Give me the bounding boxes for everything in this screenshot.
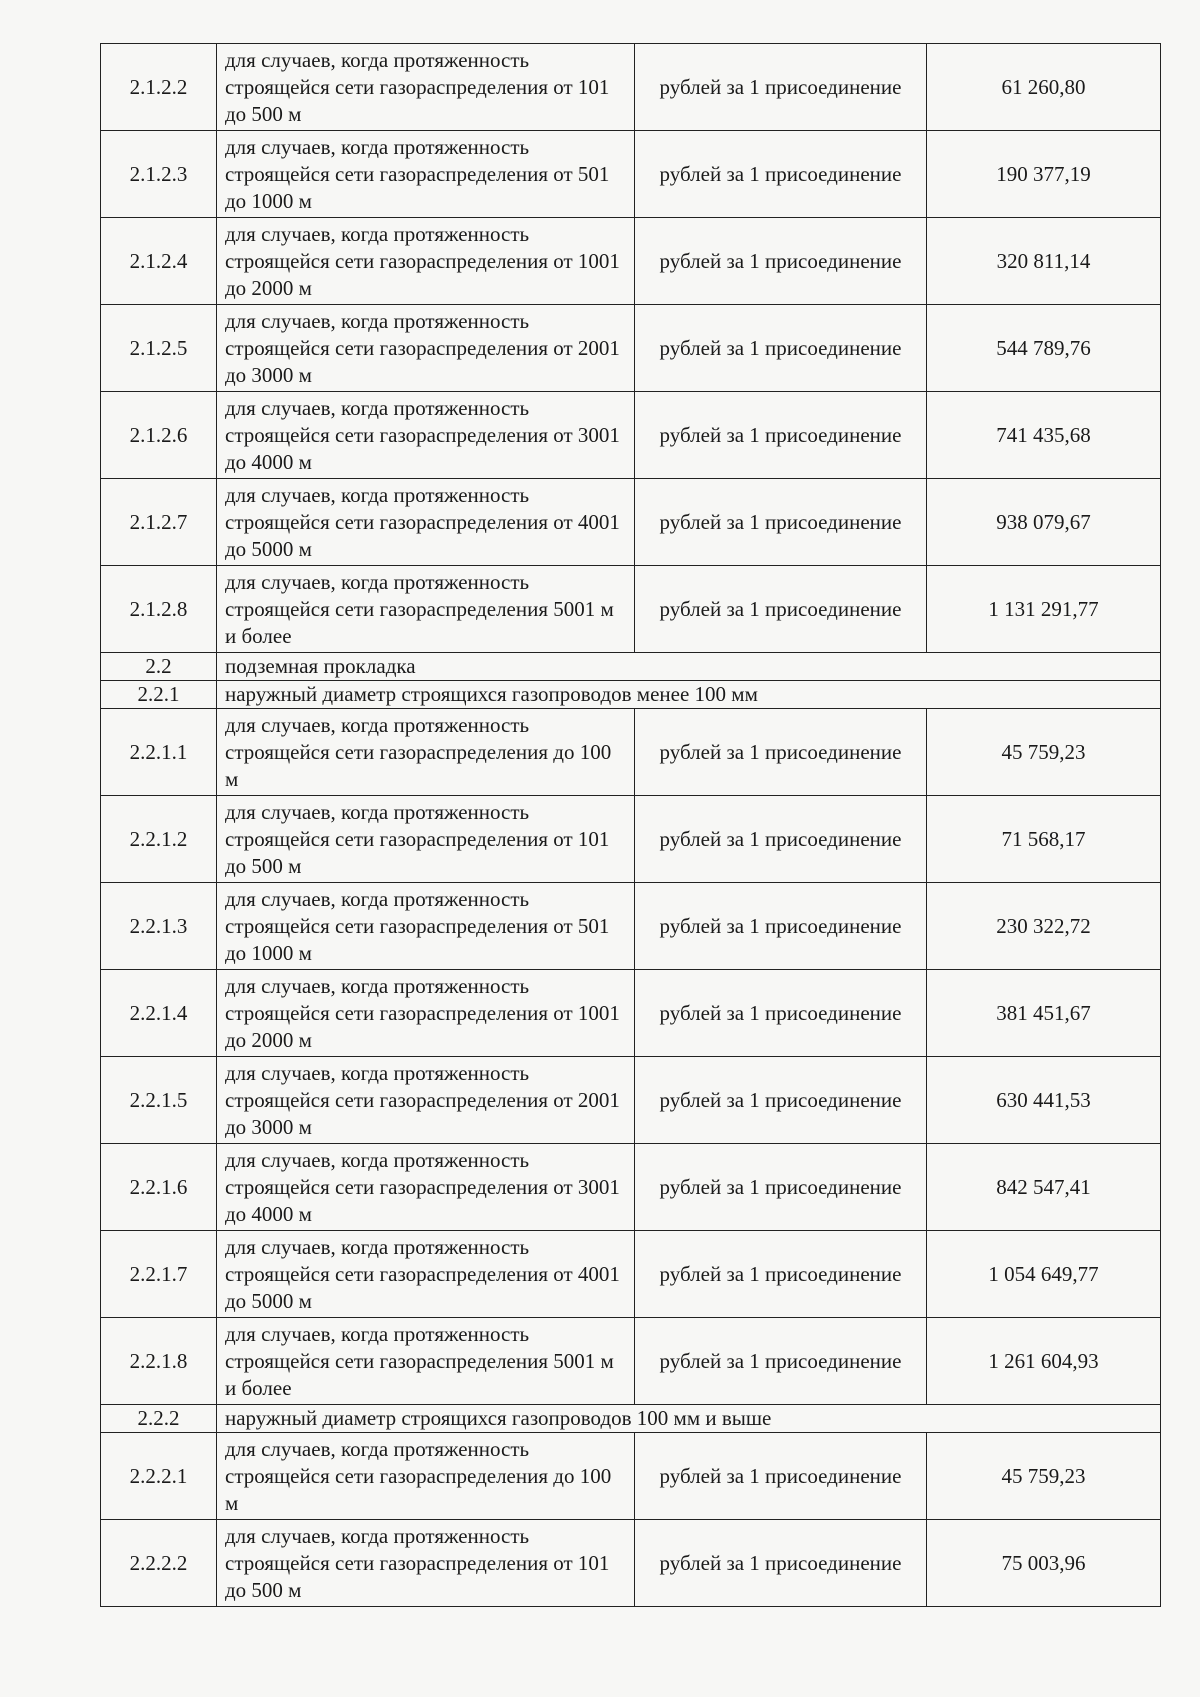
row-value: 190 377,19 xyxy=(927,131,1161,218)
row-code: 2.1.2.3 xyxy=(101,131,217,218)
row-code: 2.2.1.7 xyxy=(101,1231,217,1318)
tariff-table-body xyxy=(101,44,1161,1607)
row-value: 544 789,76 xyxy=(927,305,1161,392)
row-description: для случаев, когда протяженность строящейся сети газораспределения до 100 м xyxy=(217,709,635,796)
row-description: для случаев, когда протяженность строящейся сети газораспределения от 1001 до 2000 м xyxy=(217,970,635,1057)
row-unit: рублей за 1 присоединение xyxy=(635,1144,927,1231)
table-row xyxy=(101,1433,1161,1520)
table-row xyxy=(101,709,1161,796)
tariff-table xyxy=(100,43,1161,1607)
row-description: для случаев, когда протяженность строящейся сети газораспределения от 3001 до 4000 м xyxy=(217,392,635,479)
row-description: для случаев, когда протяженность строящейся сети газораспределения от 4001 до 5000 м xyxy=(217,1231,635,1318)
section-row xyxy=(101,681,1161,709)
row-description: для случаев, когда протяженность строящейся сети газораспределения от 3001 до 4000 м xyxy=(217,1144,635,1231)
row-unit: рублей за 1 присоединение xyxy=(635,44,927,131)
table-row xyxy=(101,883,1161,970)
row-code: 2.1.2.6 xyxy=(101,392,217,479)
row-unit: рублей за 1 присоединение xyxy=(635,1231,927,1318)
row-value: 71 568,17 xyxy=(927,796,1161,883)
row-code: 2.2.1.2 xyxy=(101,796,217,883)
table-row xyxy=(101,1144,1161,1231)
table-row xyxy=(101,970,1161,1057)
table-row xyxy=(101,479,1161,566)
row-unit: рублей за 1 присоединение xyxy=(635,566,927,653)
row-code: 2.1.2.7 xyxy=(101,479,217,566)
row-value: 938 079,67 xyxy=(927,479,1161,566)
row-value: 630 441,53 xyxy=(927,1057,1161,1144)
row-code: 2.2.1.5 xyxy=(101,1057,217,1144)
row-unit: рублей за 1 присоединение xyxy=(635,796,927,883)
row-code: 2.1.2.5 xyxy=(101,305,217,392)
row-unit: рублей за 1 присоединение xyxy=(635,883,927,970)
row-value: 381 451,67 xyxy=(927,970,1161,1057)
document-page xyxy=(100,43,1160,1607)
table-row xyxy=(101,1520,1161,1607)
row-code: 2.2.2.1 xyxy=(101,1433,217,1520)
row-value: 45 759,23 xyxy=(927,1433,1161,1520)
row-value: 61 260,80 xyxy=(927,44,1161,131)
table-row xyxy=(101,44,1161,131)
row-value: 45 759,23 xyxy=(927,709,1161,796)
row-value: 320 811,14 xyxy=(927,218,1161,305)
row-code: 2.1.2.2 xyxy=(101,44,217,131)
row-unit: рублей за 1 присоединение xyxy=(635,1057,927,1144)
row-unit: рублей за 1 присоединение xyxy=(635,479,927,566)
section-title: наружный диаметр строящихся газопроводов менее 100 мм xyxy=(217,681,1161,709)
table-row xyxy=(101,1057,1161,1144)
row-value: 842 547,41 xyxy=(927,1144,1161,1231)
row-value: 1 054 649,77 xyxy=(927,1231,1161,1318)
row-description: для случаев, когда протяженность строящейся сети газораспределения 5001 м и более xyxy=(217,1318,635,1405)
table-row xyxy=(101,131,1161,218)
row-description: для случаев, когда протяженность строящейся сети газораспределения от 101 до 500 м xyxy=(217,1520,635,1607)
row-description: для случаев, когда протяженность строящейся сети газораспределения до 100 м xyxy=(217,1433,635,1520)
row-code: 2.2.1.4 xyxy=(101,970,217,1057)
row-code: 2.2 xyxy=(101,653,217,681)
row-description: для случаев, когда протяженность строящейся сети газораспределения от 1001 до 2000 м xyxy=(217,218,635,305)
section-title: наружный диаметр строящихся газопроводов 100 мм и выше xyxy=(217,1405,1161,1433)
row-code: 2.2.2.2 xyxy=(101,1520,217,1607)
section-row xyxy=(101,1405,1161,1433)
row-code: 2.2.1.1 xyxy=(101,709,217,796)
table-row xyxy=(101,1318,1161,1405)
table-row xyxy=(101,566,1161,653)
row-code: 2.2.2 xyxy=(101,1405,217,1433)
row-value: 1 131 291,77 xyxy=(927,566,1161,653)
row-value: 75 003,96 xyxy=(927,1520,1161,1607)
row-value: 741 435,68 xyxy=(927,392,1161,479)
row-value: 230 322,72 xyxy=(927,883,1161,970)
section-row xyxy=(101,653,1161,681)
row-unit: рублей за 1 присоединение xyxy=(635,218,927,305)
table-row xyxy=(101,1231,1161,1318)
row-unit: рублей за 1 присоединение xyxy=(635,709,927,796)
table-row xyxy=(101,796,1161,883)
row-description: для случаев, когда протяженность строящейся сети газораспределения от 101 до 500 м xyxy=(217,44,635,131)
row-code: 2.1.2.8 xyxy=(101,566,217,653)
row-unit: рублей за 1 присоединение xyxy=(635,1520,927,1607)
table-row xyxy=(101,305,1161,392)
table-row xyxy=(101,392,1161,479)
row-unit: рублей за 1 присоединение xyxy=(635,305,927,392)
row-code: 2.2.1.8 xyxy=(101,1318,217,1405)
row-value: 1 261 604,93 xyxy=(927,1318,1161,1405)
row-code: 2.2.1 xyxy=(101,681,217,709)
row-unit: рублей за 1 присоединение xyxy=(635,1318,927,1405)
section-title: подземная прокладка xyxy=(217,653,1161,681)
row-code: 2.2.1.3 xyxy=(101,883,217,970)
row-description: для случаев, когда протяженность строящейся сети газораспределения от 501 до 1000 м xyxy=(217,131,635,218)
row-unit: рублей за 1 присоединение xyxy=(635,392,927,479)
row-description: для случаев, когда протяженность строящейся сети газораспределения от 2001 до 3000 м xyxy=(217,305,635,392)
row-description: для случаев, когда протяженность строящейся сети газораспределения от 501 до 1000 м xyxy=(217,883,635,970)
row-unit: рублей за 1 присоединение xyxy=(635,131,927,218)
row-description: для случаев, когда протяженность строящейся сети газораспределения от 2001 до 3000 м xyxy=(217,1057,635,1144)
row-code: 2.2.1.6 xyxy=(101,1144,217,1231)
table-row xyxy=(101,218,1161,305)
row-description: для случаев, когда протяженность строящейся сети газораспределения от 4001 до 5000 м xyxy=(217,479,635,566)
row-unit: рублей за 1 присоединение xyxy=(635,1433,927,1520)
row-description: для случаев, когда протяженность строящейся сети газораспределения от 101 до 500 м xyxy=(217,796,635,883)
row-code: 2.1.2.4 xyxy=(101,218,217,305)
row-description: для случаев, когда протяженность строящейся сети газораспределения 5001 м и более xyxy=(217,566,635,653)
row-unit: рублей за 1 присоединение xyxy=(635,970,927,1057)
